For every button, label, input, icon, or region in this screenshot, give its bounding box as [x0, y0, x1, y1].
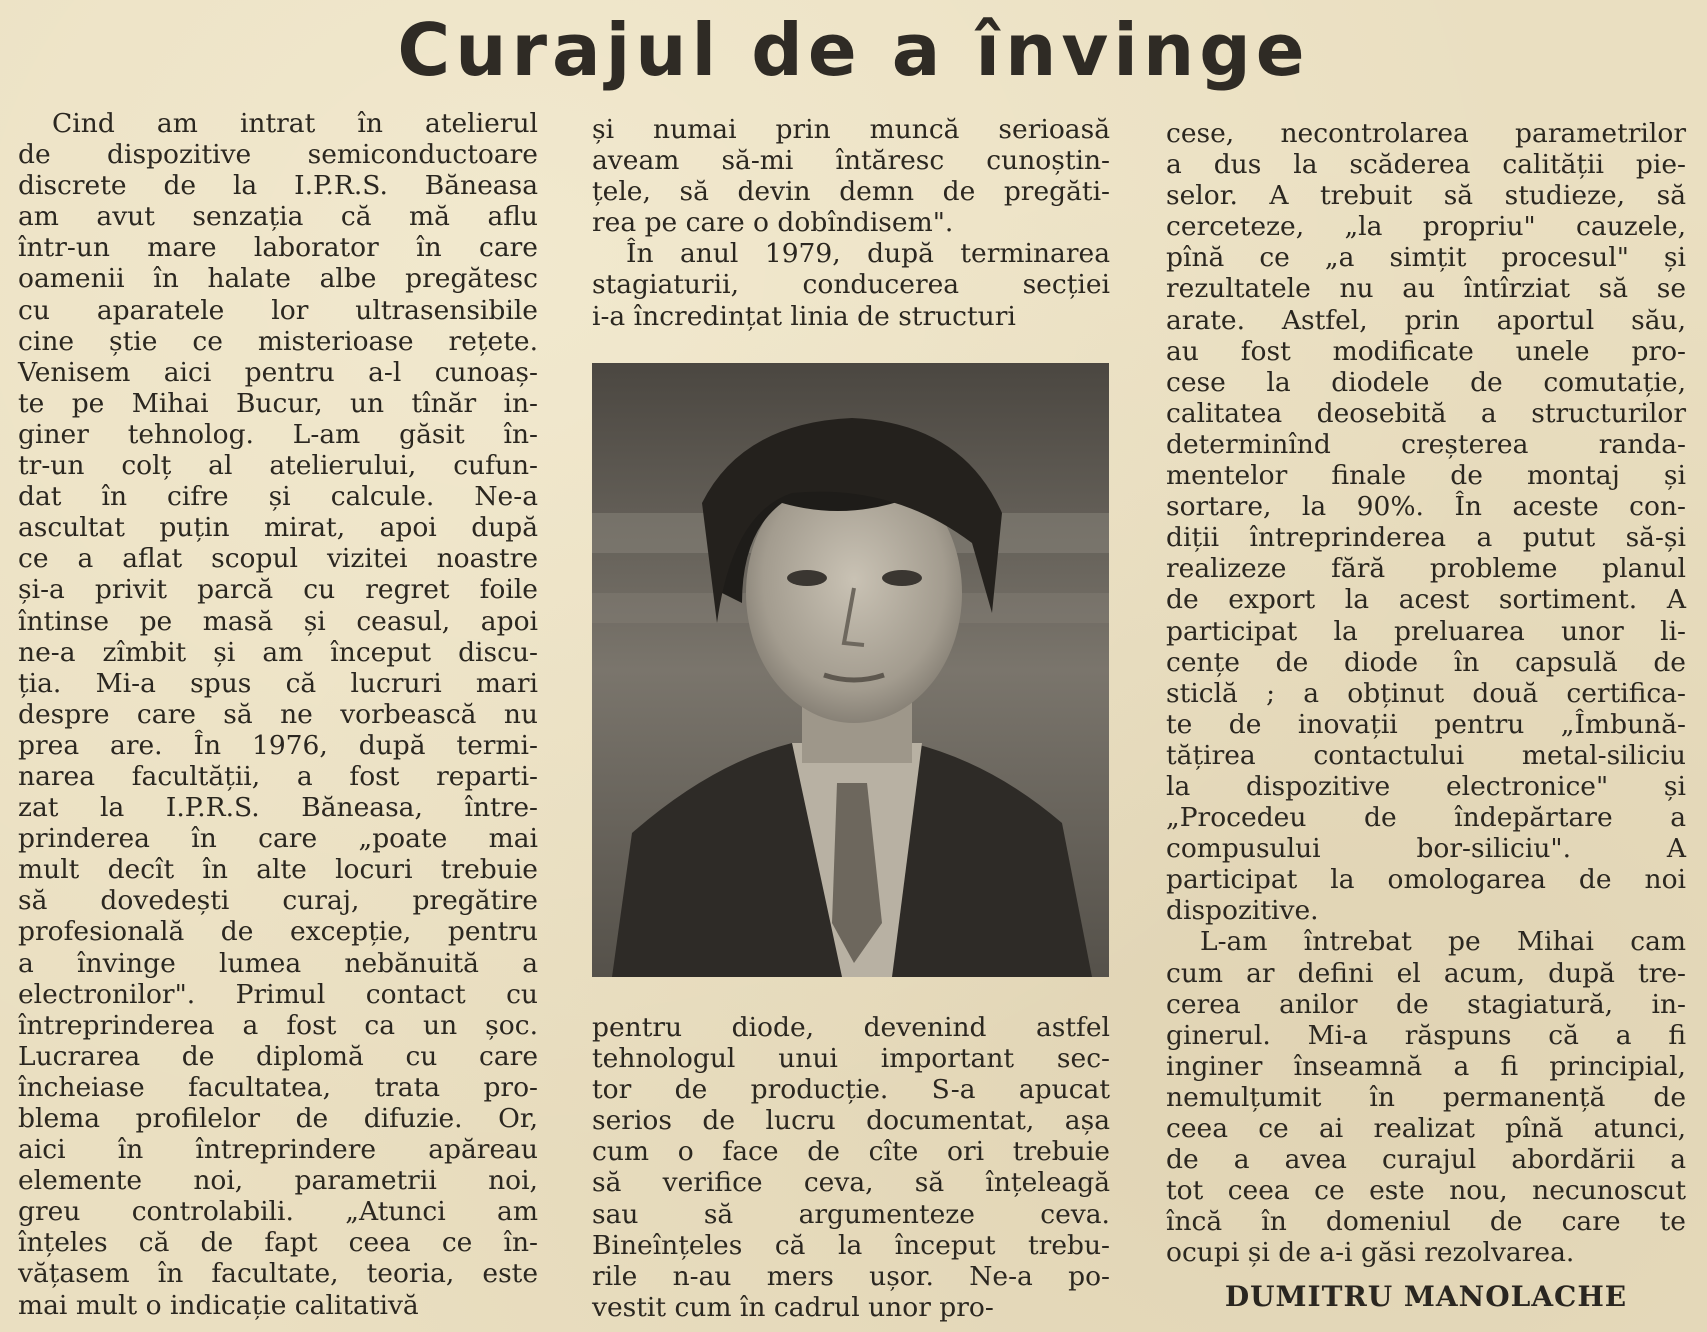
text-line: tehnologul unui important sec- — [592, 1043, 1110, 1075]
text-line: determinînd creșterea randa- — [1166, 428, 1686, 460]
text-line: În anul 1979, după terminarea — [626, 238, 1110, 270]
text-line: de dispozitive semiconductoare — [18, 139, 538, 171]
text-line: participat la omologarea de noi — [1166, 864, 1686, 896]
text-line: stagiaturii, conducerea secției — [592, 269, 1110, 301]
text-line: prea are. În 1976, după termi- — [18, 729, 538, 761]
text-line: inginer înseamnă a fi principial, — [1166, 1050, 1686, 1082]
text-line: Venisem aici pentru a-l cunoaș- — [18, 356, 538, 388]
text-line: zat la I.P.R.S. Băneasa, între- — [18, 792, 538, 824]
text-line: cențe de diode în capsulă de — [1166, 646, 1686, 678]
text-line: despre care să ne vorbească nu — [18, 698, 538, 730]
text-line: cum o face de cîte ori trebuie — [592, 1136, 1110, 1168]
text-line: cese la diodele de comutație, — [1166, 366, 1686, 398]
text-line: vestit cum în cadrul unor pro- — [592, 1291, 994, 1323]
text-line: blema profilelor de difuzie. Or, — [18, 1103, 538, 1134]
text-line: arate. Astfel, prin aportul său, — [1166, 304, 1686, 336]
text-line: a învinge lumea nebănuită a — [18, 947, 538, 979]
text-line: rea pe care o dobîndisem". — [592, 207, 954, 239]
text-line: încheiase facultatea, trata pro- — [18, 1071, 538, 1103]
text-line: ocupi și de a-i găsi rezolvarea. — [1166, 1237, 1575, 1269]
text-line: elemente noi, parametrii noi, — [18, 1165, 538, 1197]
text-line: greu controlabili. „Atunci am — [18, 1196, 538, 1228]
text-line: dispozitive. — [1166, 895, 1319, 927]
text-line: ne-a zîmbit și am început discu- — [18, 636, 538, 668]
text-line: mult decît în alte locuri trebuie — [18, 854, 538, 886]
text-line: compusului bor-siliciu". A — [1166, 833, 1686, 865]
text-line: să verifice ceva, să înțeleagă — [592, 1167, 1110, 1199]
text-line: rile n-au mers ușor. Ne-a po- — [592, 1260, 1110, 1292]
text-line: calitatea deosebită a structurilor — [1166, 397, 1686, 429]
text-line: pentru diode, devenind astfel — [592, 1012, 1110, 1043]
text-line: participat la preluarea unor li- — [1166, 615, 1686, 647]
text-line: cu aparatele lor ultrasensibile — [18, 294, 538, 326]
text-line: selor. A trebuit să studieze, să — [1166, 180, 1686, 212]
text-line: înțeles că de fapt ceea ce în- — [18, 1227, 538, 1259]
text-line: profesională de excepție, pentru — [18, 916, 538, 948]
text-line: cerceteze, „la propriu" cauzele, — [1166, 211, 1686, 243]
text-line: într-un mare laborator în care — [18, 232, 538, 264]
text-line: mai mult o indicație calitativă — [18, 1289, 419, 1321]
text-line: realizeze fără probleme planul — [1166, 553, 1686, 585]
text-line: au fost modificate unele pro- — [1166, 335, 1686, 367]
text-line: diții întreprinderea a putut să-și — [1166, 522, 1686, 554]
text-line: dat în cifre și calcule. Ne-a — [18, 481, 538, 513]
column-3 — [1166, 118, 1686, 1268]
text-line: ce a aflat scopul vizitei noastre — [18, 543, 538, 575]
text-line: rezultatele nu au întîrziat să se — [1166, 273, 1686, 305]
text-line: la dispozitive electronice" și — [1166, 770, 1686, 802]
text-line: L-am întrebat pe Mihai cam — [1200, 926, 1686, 958]
text-line: narea facultății, a fost reparti- — [18, 760, 538, 792]
text-line: te de inovații pentru „Îmbună- — [1166, 708, 1686, 740]
text-line: sticlă ; a obținut două certifica- — [1166, 677, 1686, 709]
text-line: „Procedeu de îndepărtare a — [1166, 802, 1686, 834]
text-line: tor de producție. S-a apucat — [592, 1074, 1110, 1106]
text-line: și-a privit parcă cu regret foile — [18, 574, 538, 606]
text-line: sau să argumenteze ceva. — [592, 1198, 1110, 1230]
text-line: întinse pe masă și ceasul, apoi — [18, 605, 538, 637]
text-line: vățasem în facultate, teoria, este — [18, 1258, 538, 1290]
text-line: ginerul. Mi-a răspuns că a fi — [1166, 1019, 1686, 1051]
text-line: tr-un colț al atelierului, cufun- — [18, 450, 538, 482]
text-line: întreprinderea a fost ca un șoc. — [18, 1009, 538, 1041]
text-line: tot ceea ce este nou, necunoscut — [1166, 1175, 1686, 1207]
text-line: oamenii în halate albe pregătesc — [18, 263, 538, 295]
text-line: electronilor". Primul contact cu — [18, 978, 538, 1010]
text-line: de a avea curajul abordării a — [1166, 1144, 1686, 1176]
text-line: cum ar defini el acum, după tre- — [1166, 957, 1686, 989]
text-line: sortare, la 90%. În aceste con- — [1166, 491, 1686, 523]
portrait-icon — [592, 363, 1109, 977]
text-line: încă în domeniul de care te — [1166, 1206, 1686, 1238]
portrait-photo — [592, 363, 1109, 977]
text-line: te pe Mihai Bucur, un tînăr in- — [18, 387, 538, 419]
text-line: am avut senzația că mă aflu — [18, 201, 538, 233]
text-line: serios de lucru documentat, așa — [592, 1105, 1110, 1137]
text-line: i-a încredințat linia de structuri — [592, 300, 1016, 332]
column-2-bottom — [592, 1012, 1110, 1323]
text-line: Cind am intrat în atelierul — [52, 108, 538, 139]
text-line: tățirea contactului metal-siliciu — [1166, 739, 1686, 771]
text-line: aici în întreprindere apăreau — [18, 1134, 538, 1166]
text-line: ția. Mi-a spus că lucruri mari — [18, 667, 538, 699]
text-line: și numai prin muncă serioasă — [592, 114, 1110, 145]
text-line: cese, necontrolarea parametrilor — [1166, 118, 1686, 149]
text-line: discrete de la I.P.R.S. Băneasa — [18, 170, 538, 202]
text-line: cerea anilor de stagiatură, in- — [1166, 988, 1686, 1020]
text-line: să dovedești curaj, pregătire — [18, 885, 538, 917]
text-line: giner tehnolog. L-am găsit în- — [18, 418, 538, 450]
text-line: prinderea în care „poate mai — [18, 823, 538, 855]
text-line: Lucrarea de diplomă cu care — [18, 1040, 538, 1072]
text-line: țele, să devin demn de pregăti- — [592, 176, 1110, 208]
text-line: pînă ce „a simțit procesul" și — [1166, 242, 1686, 274]
text-line: nemulțumit în permanență de — [1166, 1081, 1686, 1113]
text-line: mentelor finale de montaj și — [1166, 460, 1686, 492]
text-line: ceea ce ai realizat pînă atunci, — [1166, 1113, 1686, 1144]
text-line: cine știe ce misterioase rețete. — [18, 325, 538, 357]
column-2-top — [592, 114, 1110, 332]
text-line: a dus la scăderea calității pie- — [1166, 149, 1686, 181]
column-1 — [18, 108, 538, 1321]
author-signature: DUMITRU MANOLACHE — [1224, 1280, 1628, 1313]
text-line: aveam să-mi întăresc cunoștin- — [592, 145, 1110, 177]
text-line: de export la acest sortiment. A — [1166, 584, 1686, 616]
text-line: Bineînțeles că la început trebu- — [592, 1229, 1110, 1261]
article-title: Curajul de a învinge — [397, 8, 1310, 92]
text-line: ascultat puțin mirat, apoi după — [18, 512, 538, 544]
